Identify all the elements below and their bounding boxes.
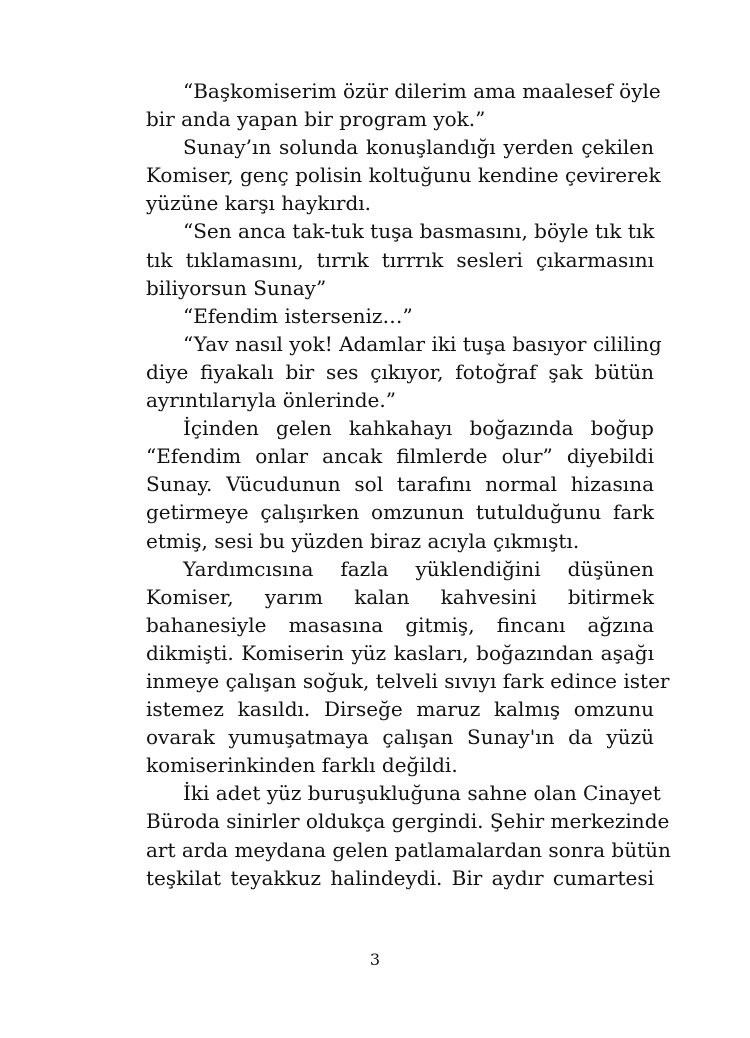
paragraph-line: “Efendim isterseniz…” <box>183 303 413 328</box>
paragraph-line: getirmeye çalışırken omzunun tutulduğunu fark <box>146 500 654 525</box>
paragraph-line: komiserinkinden farklı değildi. <box>146 753 458 778</box>
paragraph-line: “Efendim onlar ancak filmlerde olur” diyebildi <box>146 444 654 469</box>
paragraph-line: Sunay’ın solunda konuşlandığı yerden çekilen <box>183 135 654 160</box>
paragraph-line: Yardımcısına fazla yüklendiğini düşünen <box>183 556 654 581</box>
page-number: 3 <box>369 950 381 969</box>
paragraph-line: art arda meydana gelen patlamalardan sonra bütün <box>146 837 671 862</box>
paragraph-line: “Sen anca tak-tuk tuşa basmasını, böyle tık tık <box>183 219 655 244</box>
paragraph-line: etmiş, sesi bu yüzden biraz acıyla çıkmıştı. <box>146 528 580 553</box>
paragraph-line: ayrıntılarıyla önlerinde.” <box>146 388 396 413</box>
paragraph-line: yüzüne karşı haykırdı. <box>146 191 372 216</box>
paragraph-line: “Yav nasıl yok! Adamlar iki tuşa basıyor cililing <box>183 331 662 356</box>
paragraph-line: Sunay. Vücudunun sol tarafını normal hizasına <box>146 472 654 497</box>
paragraph-line: diye fiyakalı bir ses çıkıyor, fotoğraf şak bütün <box>146 359 654 384</box>
paragraph-line: Komiser, genç polisin koltuğunu kendine çevirerek <box>146 163 661 188</box>
paragraph-line: “Başkomiserim özür dilerim ama maalesef öyle <box>183 79 661 103</box>
paragraph-line: dikmişti. Komiserin yüz kasları, boğazından aşağı <box>146 640 654 665</box>
paragraph-line: Komiser, yarım kalan kahvesini bitirmek <box>146 584 654 609</box>
paragraph-line: teşkilat teyakkuz halindeydi. Bir aydır cumartesi <box>146 865 654 890</box>
paragraph-line: istemez kasıldı. Dirseğe maruz kalmış omzunu <box>146 697 654 722</box>
paragraph-line: Büroda sinirler oldukça gergindi. Şehir merkezinde <box>146 809 670 834</box>
paragraph-line: tık tıklamasını, tırrık tırrrık sesleri çıkarmasını <box>146 247 654 272</box>
paragraph-line: bahanesiyle masasına gitmiş, fincanı ağzına <box>146 612 654 637</box>
paragraph-line: inmeye çalışan soğuk, telveli sıvıyı fark edince ister <box>146 668 670 693</box>
paragraph-line: bir anda yapan bir program yok.” <box>146 107 486 132</box>
page-text-body <box>146 77 671 892</box>
paragraph-line: İki adet yüz buruşukluğuna sahne olan Cinayet <box>183 781 661 806</box>
paragraph-line: biliyorsun Sunay” <box>146 275 327 300</box>
paragraph-line: ovarak yumuşatmaya çalışan Sunay'ın da yüzü <box>146 725 654 750</box>
paragraph-line: İçinden gelen kahkahayı boğazında boğup <box>183 416 654 441</box>
